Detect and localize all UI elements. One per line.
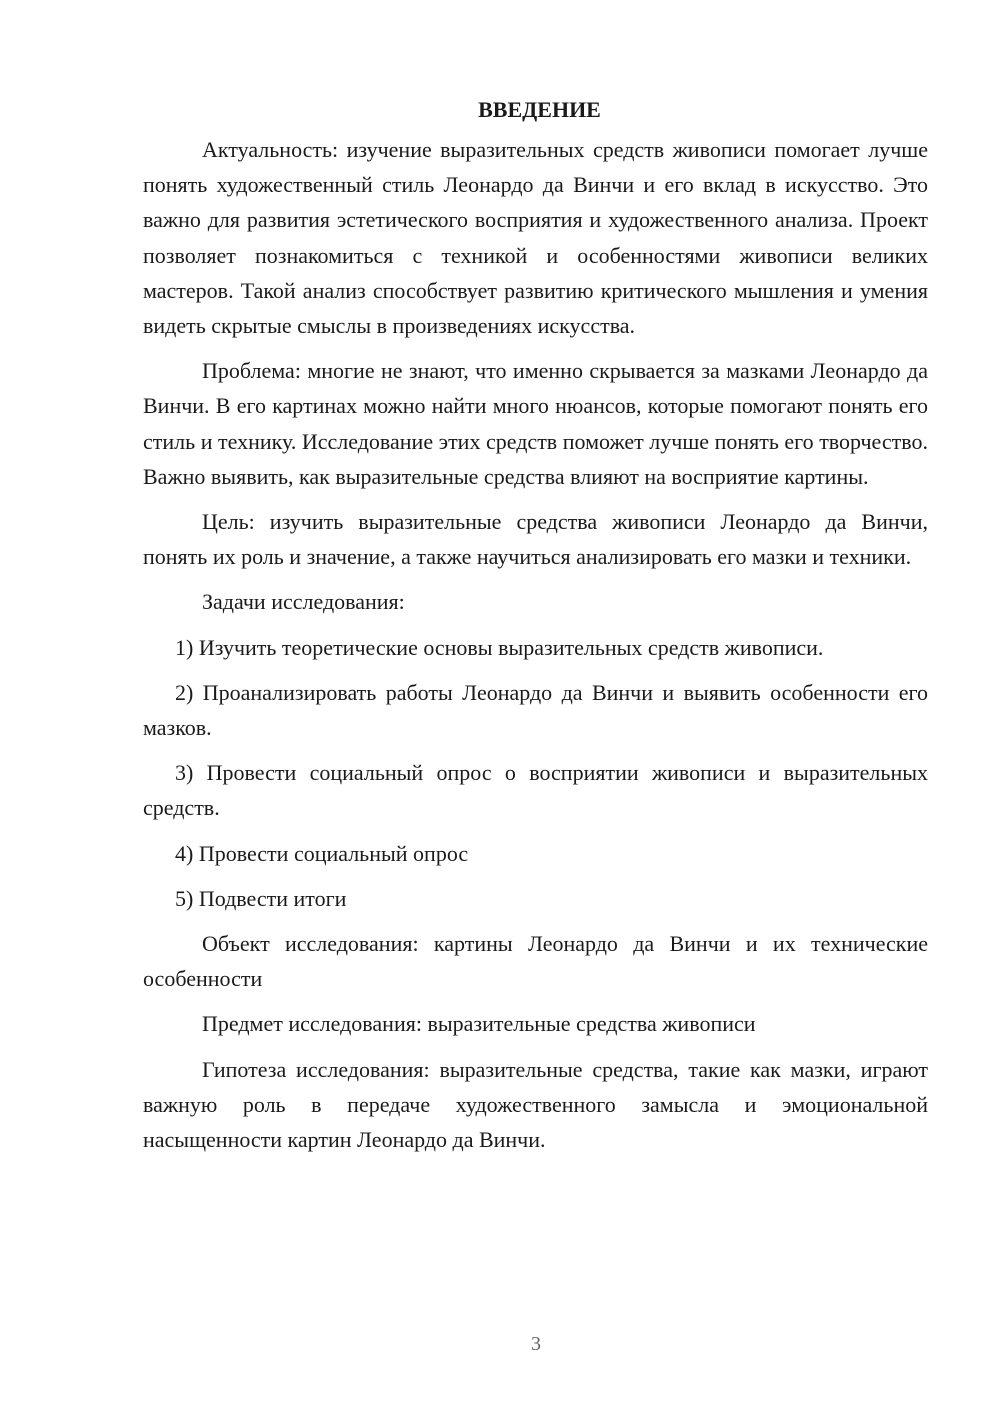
- object-paragraph: Объект исследования: картины Леонардо да Винчи и их технические особенности: [143, 931, 928, 992]
- list-item-task-3: 3) Провести социальный опрос о восприятии живописи и выразительных средств.: [143, 760, 928, 821]
- list-item-task-5: 5) Подвести итоги: [175, 885, 347, 911]
- section-heading: ВВЕДЕНИЕ: [478, 97, 601, 122]
- relevance-paragraph: Актуальность: изучение выразительных средств живописи помогает лучше понять художественный стиль Леонардо да Винчи и его вклад в искусство. Это важно для развития эстетического восприятия и художественного анализа. Проект позволяет познакомиться с техникой и особенностями живописи великих мастеров. Такой анализ способствует развитию критического мышления и умения видеть скрытые смыслы в произведениях искусства.: [143, 137, 928, 339]
- list-item-task-4: 4) Провести социальный опрос: [175, 840, 469, 866]
- list-item-task-2: 2) Проанализировать работы Леонардо да Винчи и выявить особенности его мазков.: [143, 679, 928, 741]
- list-item-task-1: 1) Изучить теоретические основы выразительных средств живописи.: [175, 634, 824, 660]
- page-number: 3: [531, 1333, 541, 1355]
- subject-paragraph: Предмет исследования: выразительные средства живописи: [202, 1011, 756, 1037]
- document-page: [143, 92, 928, 1157]
- hypothesis-paragraph: Гипотеза исследования: выразительные средства, такие как мазки, играют важную роль в передаче художественного замысла и эмоциональной насыщенности картин Леонардо да Винчи.: [143, 1056, 928, 1153]
- problem-paragraph: Проблема: многие не знают, что именно скрывается за мазками Леонардо да Винчи. В его картинах можно найти много нюансов, которые помогают понять его стиль и технику. Исследование этих средств поможет лучше понять его творчество. Важно выявить, как выразительные средства влияют на восприятие картины.: [143, 358, 928, 489]
- tasks-heading: Задачи исследования:: [202, 589, 405, 615]
- goal-paragraph: Цель: изучить выразительные средства живописи Леонардо да Винчи, понять их роль и значение, а также научиться анализировать его мазки и техники.: [143, 509, 928, 570]
